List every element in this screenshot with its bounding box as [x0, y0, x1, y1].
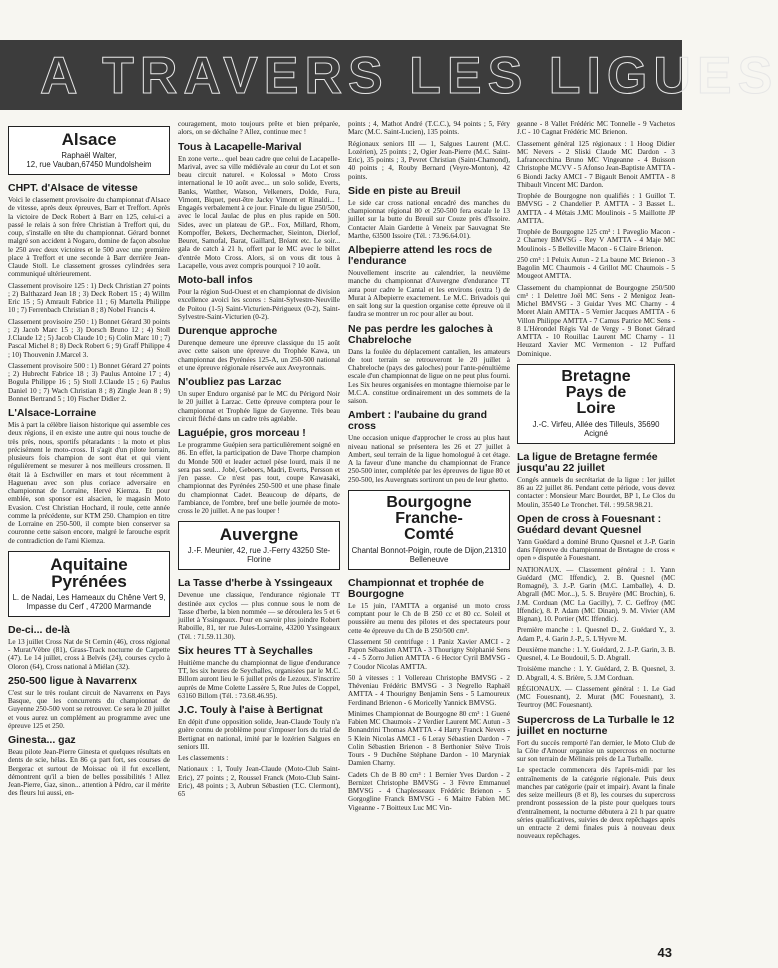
page-number: 43	[657, 945, 672, 960]
article-paragraph: Le 15 juin, l'AMTTA a organisé un moto cross comptant pour le Ch de B 250 cc et 80 cc. Soleil et poussière au menu des pilotes et des spectateurs pour cette 4e épreuve du Ch de B 250/500 cm³.	[348, 601, 510, 635]
article-heading: La ligue de Bretagne fermée jusqu'au 22 juillet	[517, 450, 658, 474]
article-paragraph: Devenue une classique, l'endurance régionale TT destinée aux cyclos — plus connue sous le nom de Tasse d'herbe, la bien nommée — se déroulera les 5 et 6 juillet à Yssingeaux. Pour en savoir plus joindre Robert Raboille, 81, ter rue Jules-Lorraine, 43200 Yssingeaux (Tél. : 71.59.11.30).	[178, 591, 340, 641]
article-heading: Laguépie, gros morceau !	[178, 427, 306, 439]
article-paragraph: Minimes Championnat de Bourgogne 80 cm³ : 1 Guené Fabien MC Chaumois - 2 Verdier Laurent MC Autun - 3 Bonandrini Thomas AMTTA - 4 Harry Franck Nevers - 5 Klein Nicolas AMCI - 6 Leray Sébastien Dardon - 7 Colin Sébastien Brienon - 8 Berthonier Stève Trois Tours - 9 Duchêne Stéphane Dardon - 10 Maryniak Damien Charny.	[348, 709, 510, 768]
region-box-aquitaine	[8, 551, 170, 617]
article-heading: Durenque approche	[178, 325, 278, 337]
section-title: A TRAVERS LES LIGUES	[40, 47, 778, 105]
article-paragraph: Trophée de Bourgogne non qualifiés : 1 Guillot T. BMVSG - 2 Chandelier P. AMTTA - 3 Basset L. AMTTA - 4 Métais J.MC Moulinois - 5 Maillotte JP AMTTA.	[517, 192, 675, 225]
article-paragraph: En dépit d'une opposition solide, Jean-Claude Touly n'a guère connu de problème pour s'imposer lors du trial de Bertignat en national, imité par le lozérien Salgues en seniors III.	[178, 718, 340, 751]
region-box-auvergne	[178, 521, 340, 570]
article-paragraph: Cadets Ch de B 80 cm³ : 1 Bernier Yves Dardon - 2 Bernizet Christophe BMVSG - 3 Fèvre Emmanuel BMVSG - 4 Chaplesseaux Frédéric Brienon - 5 Gorgogline Franck BMVSG - 6 Maitre Fabien MC Vigeanne - 7 Boitteux Luc MC Vin-	[348, 770, 510, 812]
article-heading: Six heures TT à Seychalles	[178, 644, 313, 657]
article-paragraph: Beau pilote Jean-Pierre Ginesta et quelques résultats en dents de scie, hélas. En 86 ça part fort, ses courses de Bergerac et surtout de Moissac où il fut excellent, démontrent qu'il a bien de belles possibilités ! Allez Jean-Pierre, Gaz, sinon... attention à Pédro, car il mérite des fleurs lui aussi, en-	[8, 748, 170, 798]
article-heading: 250-500 ligue à Navarrenx	[8, 674, 137, 687]
article-paragraph: Régionaux seniors III — 1, Salgues Laurent (M.C. Lozérien), 25 points ; 2, Ogier Jean-Pierre (M.C. Saint-Eric), 35 points ; 3, Pevret Christian (Saint-Chamond), 40 points ; 4, Rouby Bernard (Veyre-Monton), 42 points.	[348, 139, 510, 181]
article-heading: Ginesta... gaz	[8, 734, 76, 746]
article-paragraph: Mis à part la célèbre liaison historique qui assemble ces deux régions, il en existe une autre qui nous touche de très près, nous, sportifs pétaradants : la moto et plus précisément le moto-cross. Il s'agit d'un pilote lorrain, plusieurs fois champion de sont état et qui vient régulièrement se mesurer à nos meilleurs crossmen. Il était là à Eschwiller en mars et tout récemment à Haguenau avec son plus coriace adversaire en championnat de Lorraine, Hervé Kiemza. Et pour emblée, son sponsor est alsacien, le magasin Moto Evasion. C'est Christian Hochard, il roule, cette année comme la précédente, sur KTM 250. Champion en titre de Lorraine en 250-500, il compte bien conserver sa couronne cette saison encore, malgré le farouche esprit de contradiction de l'ami Kiemza.	[8, 421, 170, 545]
article-paragraph: Fort du succès remporté l'an dernier, le Moto Club de la Côte d'Amour organise un supercross en nocturne sur son terrain de Mélinais près de La Turballe.	[517, 738, 675, 763]
region-box-bretagne	[517, 364, 675, 444]
article-heading: Side en piste au Breuil	[348, 184, 461, 197]
article-paragraph: Classement 50 centrifuge : 1 Paniz Xavier AMCI - 2 Papon Sébastien AMTTA - 3 Thourigny Stéphanié Sens - 4 - 5 Zorro Julien AMTTA - 6 Hector Cyril BMVSG - 7 Coudor Nicolas AMTTA.	[348, 637, 510, 671]
article-paragraph: Nouvellement inscrite au calendrier, la neuvième manche du championnat d'Auvergne d'endurance TT aura pour cadre le Cantal et les environs (extra !) de Murat à Albepierre exactement. Le M.C. Brivadois qui en sait long sur la question organise cette épreuve où il faudra se montrer un roc pour aller au bout.	[348, 269, 510, 319]
article-heading: Ne pas perdre les galoches à Chabreloche	[348, 322, 493, 346]
region-title: Auvergne	[219, 525, 299, 545]
article-heading: N'oubliez pas Larzac	[178, 376, 282, 388]
article-paragraph: couragement, moto toujours prête et bien préparée, alors, on se déchaîne ? Allez, continue mec !	[178, 120, 340, 137]
article-paragraph: geanne - 8 Vallet Frédéric MC Tonnelle - 9 Vachetos J.C - 10 Cagnat Frédéric MC Brienon.	[517, 120, 675, 137]
region-contact: Raphaël Walter,	[61, 151, 117, 160]
article-paragraph: Classement provisoire 250 : 1) Bonnet Gérard 30 points ; 2) Jacob Marc 15 ; 3) Dorsch Bruno 12 ; 4) Stoll J.Claude 12 ; 5) Jacob Claude 10 ; 6) Colin Marc 10 ; 7) Pascal Michel 8 ; 8) Deck Robert 6 ; 9) Graff Philippe 4 ; 10) Thouvenin J.Marcel 3.	[8, 317, 170, 359]
article-paragraph: Les classements :	[178, 754, 229, 762]
article-paragraph: Dans la foulée du déplacement cantalien, les amateurs de tout terrain se retrouveront le 20 juillet à Chabreloche (pays des galoches) pour l'ante-pénultième escale d'un championnat de ligue on ne peut plus fourni. Les Six heures organisées en montagne thiernoise par le M.C.A. constitue ordinairement un des sommets de la saison.	[348, 347, 510, 405]
region-title: Bretagne	[561, 367, 631, 385]
article-paragraph: Classement du championnat de Bourgogne 250/500 cm³ : 1 Delettre Joël MC Sens - 2 Menigoz Jean-Michel BMVSG - 3 Guidar Yves MC Charny - 4 Moret Alain AMTTA - 5 Vernier Jacques AMTTA - 6 Villon Philippe AMTTA - 7 Camus Patrice MC Sens - 8 L'Hérondel Régis Val de Vergy - 9 Bonet Gérard AMTTA - 10 Rouillac Laurent MC Charny - 11 Heuzard Xavier MC Vermenton - 12 Puffard Dominique.	[517, 283, 675, 358]
article-paragraph: 250 cm³ : 1 Peluix Autun - 2 La baune MC Brienon - 3 Bagolin MC Chaumois - 4 Grillot MC Chaumois - 5 Mougeot AMTTA.	[517, 255, 675, 281]
region-address: Chantal Bonnot-Poigin, route de Dijon,21310 Belleneuve	[351, 545, 507, 564]
article-paragraph: Classement provisoire 125 : 1) Deck Christian 27 points ; 2) Balthazard Jean 18 ; 3) Deck Robert 15 ; 4) Willm Eric 15 ; 5) Amrault Fabrice 11 ; 6) Martella Philippe 10 ; 7) Ferrenbach Christian 8 ; 8) Nobel Francis 4.	[8, 281, 170, 315]
article-paragraph: Voici le classement provisoire du championnat d'Alsace de vitesse, après deux épreuves, Barr et Treffort. Après la victoire de Deck Robert à Barr en 125, celui-ci a passé le relais à son frère Christian à Treffort qui, du coup, s'installe en tête du championnat. Gérard bonnet malgré son accident à Nogaro, domine de façon absolue le 250 avec deux victoires et le 500 avec une première place à Treffort et une seconde à Barr derrière Jean-Claude Stoll. Le classement grosses cylindrées sera communiqué ultérieurement.	[8, 196, 170, 279]
article-heading: Open de cross à Fouesnant : Guédard devant Quesnel	[517, 512, 662, 536]
region-title: Comté	[404, 525, 454, 543]
region-address: J.-F. Meunier, 42, rue J.-Ferry 43250 Ste-Florine	[187, 546, 331, 565]
article-paragraph: Deuxième manche : 1. Y. Guédard, 2. J.-P. Garin, 3. B. Quesnel, 4. Le Boudouil, 5. D. Abgrall.	[517, 645, 675, 662]
article-paragraph: Durenque demeure une épreuve classique du 15 août avec cette saison une épreuve du Trophée Kawa, un championnat des Pyrénées 125-A, un 250-500 national et une épreuve régionale réservée aux Aveyronnais.	[178, 339, 340, 372]
article-paragraph: Huitième manche du championnat de ligue d'endurance TT, les six heures de Seychalles, organisées par le M.C. Billom auront lieu le 6 juillet près de Lezoux. S'inscrire auprès de Mme Colette Lassère 5, Rue Jules de Coppel, 63160 Billom (Tél. : 73.68.46.95).	[178, 658, 340, 700]
region-title: Aquitaine	[50, 554, 128, 574]
section-header-band	[0, 40, 778, 110]
article-paragraph: Troisième manche : 1. Y. Guédard, 2. B. Quesnel, 3. D. Abgrall, 4. S. Brière, 5. J.M Corduan.	[517, 665, 675, 682]
region-title: Pays de	[565, 383, 627, 401]
column-3	[348, 120, 510, 960]
article-heading: CHPT. d'Alsace de vitesse	[8, 182, 138, 194]
region-title: Franche-	[395, 509, 463, 527]
article-paragraph: Le spectacle commencera dès l'après-midi par les entraînements de la catégorie régionale. Puis deux manches par catégorie (pair et impair). Avant la finale des seize meilleurs (8 et 8), les courses du supercross prendront possession de la piste pour quelques tours d'entraînement, la nocturne débutera à 21 h par quatre séries qualificatives, suivies de deux repêchages après un entracte 2 demi finales puis à nouveau deux nouveaux repêchages.	[517, 766, 675, 841]
region-title: Bourgogne	[386, 493, 472, 511]
article-paragraph: Congés annuels du secrétariat de la ligue : 1er juillet 86 au 22 juillet 86. Pendant cette période, vous devez contacter : Monsieur Marc Bourdet, BP 1, Le Clos du Moulin, 35540 Le Tronchet. Tél. : 99.58.98.21.	[517, 475, 675, 509]
region-address: L. de Nadai, Les Hameaux du Chêne Vert 9, Impasse du Cerf , 47200 Marmande	[12, 592, 166, 611]
region-address: J.-C. Virfeu, Allée des Tilleuls, 35690 Acigné	[532, 419, 660, 438]
article-heading: De-ci... de-là	[8, 623, 70, 636]
article-paragraph: Un super Enduro organisé par le MC du Périgord Noir le 20 juillet à Larzac. Cette épreuve comptera pour le championnat et Trophée ligue de Guyenne. Très beau circuit fléché dans un cadre très agréable.	[178, 390, 340, 423]
region-box-bourgogne	[348, 490, 510, 570]
article-heading: L'Alsace-Lorraine	[8, 407, 97, 419]
article-paragraph: Une occasion unique d'approcher le cross au plus haut niveau national se présentera les 26 et 27 juillet à Ambert, seul terrain de la ligue homologué à cet étage. A la faveur d'une manche du championnat de France 250-500 inter, complétée par les épreuves de ligue 80 et 250-500, les Auvergnats sortiront un peu de leur ghetto.	[348, 434, 510, 484]
region-title: Pyrénées	[51, 571, 127, 591]
article-paragraph: NATIONAUX. — Classement général : 1. Yann Guédard (MC Iffendic), 2. B. Quesnel (MC Romagné), 3. J.-P. Garin (M.C. Lamballe), 4. D. Abgrall (MC Mor...), 5. S. Bruyère (MC Brochin), 6. J.M. Corduan (MC La Gacilly), 7. C. Geffroy (MC Iffendic), 8. P. Adam (MC Dinan), 9. M. Vivier (AM Bignan), 10. Portier (MC Iffendic).	[517, 565, 675, 623]
column-1	[8, 120, 170, 960]
article-heading: Ambert : l'aubaine du grand cross	[348, 409, 488, 433]
article-heading: Supercross de La Turballe le 12 juillet en nocturne	[517, 713, 675, 737]
article-paragraph: Trophée de Bourgogne 125 cm³ : 1 Paveglio Macon - 2 Charney BMVSG - Rey V AMTTA - 4 Maje MC Moulinois - 5 Belleville Macon - 6 Claire Brienon.	[517, 228, 675, 253]
article-paragraph: RÉGIONAUX. — Classement général : 1. Le Gad (MC Fouesnant), 2. Murat (MC Fouesnant), 3. Teurtroy (MC Fouesnant).	[517, 684, 675, 710]
article-paragraph: Pour la région Sud-Ouest et en championnat de division excellence avoici les scores : Saint-Sylvestre-Neuville de Poitou (1-5) Saint-Victurien-Périgueux (0-2), Saint-Sylvestre-Saint-Victurien (0-2).	[178, 288, 340, 321]
region-title: Loire	[576, 399, 616, 417]
article-paragraph: Le side car cross national encadré des manches du championnat régional 80 et 250-500 fera escale le 13 juillet sur la butte du Breuil sur Couze près d'Issoire. Contacter Alain Gardette à Veneix par Sauvagnat Ste Marthe, 63500 Issoire (Tél. : 73.96.64.01).	[348, 198, 510, 240]
article-paragraph: Le programme Guépien sera particulièrement soigné en 86. En effet, la participation de Dave Thorpe champion du Monde 500 et leader actuel pèse lourd, mais il ne sera pas seul... Jobé, Geboers, Madri, Everts, Persson et j'en passe. Ce n'est pas tout, coupe Kawasaki, championnat des Pyrénées 250-500 et une phase finale du championnat Cadet. Beaucoup de départs, de l'ambiance, de l'ombre, bref une belle journée de moto-cross le 20 juillet. A ne pas louper !	[178, 441, 340, 515]
article-paragraph: Yann Guédard a dominé Bruno Quesnel et J.-P. Garin dans l'épreuve du championnat de Bretagne de cross « open » disputée à Fouesnant.	[517, 537, 675, 563]
article-heading: La Tasse d'herbe à Yssingeaux	[178, 577, 333, 590]
article-heading: J.C. Touly à l'aise à Bertignat	[178, 704, 323, 716]
article-heading: Tous à Lacapelle-Marival	[178, 140, 302, 153]
article-heading: Moto-ball infos	[178, 274, 253, 286]
article-paragraph: Nationaux : 1, Touly Jean-Claude (Moto-Club Saint-Eric), 27 points ; 2, Roussel Franck (Moto-Club Saint-Eric), 48 points ; 3, Aubrun Sébastien (T.C. Clermont), 65	[178, 765, 340, 798]
article-heading: Championnat et trophée de Bourgogne	[348, 576, 484, 600]
article-paragraph: Première manche : 1. Quesnel D., 2. Guédard Y., 3. Adam P., 4. Garin J.-P., 5. L'Hyvre M.	[517, 626, 675, 643]
article-paragraph: Classement provisoire 500 : 1) Bonnet Gérard 27 points ; 2) Hubrecht Fabrice 18 ; 3) Paulus Antoine 17 ; 4) Bogula Philippe 16 ; 5) Stoll J.Claude 15 ; 6) Paulus Daniel 10 ; 7) Wach Christian 8 ; 8) Zingle Jean 8 ; 9) Bonnet Bertrand 5 ; 10) Fischer Didier 2.	[8, 361, 170, 403]
article-paragraph: points ; 4, Mathot André (T.C.C.), 94 points ; 5, Féry Marc (M.C. Saint-Lucien), 135 points.	[348, 120, 510, 137]
column-4	[517, 120, 675, 960]
region-title: Alsace	[61, 130, 117, 149]
article-paragraph: Le 13 juillet Cross Nat de St Cernin (46), cross régional - Murat/Vèbre (81), Grass-Track nocturne de Carpette (47). Le 14 juillet, cross à Belvès (24), courses cyclo à Oloron (64), Cross national à Miélan (32).	[8, 637, 170, 671]
article-paragraph: 50 à vitesses : 1 Vollereau Christophe BMVSG - 2 Théveniau Frédéric BMVSG - 3 Negrello Raphaël AMTTA - 4 Thourigny Benjamin Sens - 5 Lamoureux Ferdinand Brienon - 6 Moricelly Yannick BMVSG.	[348, 673, 510, 707]
region-address: 12, rue Vauban,67450 Mundolsheim	[26, 160, 152, 169]
article-paragraph: En zone verte... quel beau cadre que celui de Lacapelle-Marival, avec sa ville médiévale au cœur du Lot et son beau circuit naturel. « Kolossal » Moto Cross international le 10 août avec... un solo solide, Everts, Banks, Watther, Watson, Velkeners, Dolde, Fura, Vimont, Biquet, peut-être Jacky Vimont et Rinaldi... ! Engagés verbalement à ce jour. Finale du ligue 250/500, avec le local Jaulac de plus en plus rapide en 500. Sides, avec un plateau de GP... Fox, Millard, Rhom, Kompoffer, Bekers, Dechermacher, Sieinton, Dierlof, Beuret, Samofal, Barat, Gaillard, Bréant etc. Le soir... gala de catch à 21 h, offert par le MC avec le billet d'entrée Moto Cross. Alors, si on vous dit tous à Lacapelle, vous avez compris pourquoi ? 10 août.	[178, 154, 340, 270]
column-2	[178, 120, 340, 960]
article-paragraph: C'est sur le très roulant circuit de Navarrenx en Pays Basque, que les concurrents du championnat de Guyenne 250-500 vont se retrouver. Ce sera le 20 juillet et vous aurez un complément au programme avec une épreuve 125 et 250.	[8, 688, 170, 730]
article-paragraph: Classement général 125 régionaux : 1 Hoog Didier MC Nevers - 2 Sliski Claude MC Dardon - 3 Lafrancecchina Bruno MC Vingeanne - 4 Buisson Christophe MCVV - 5 Afonso Jean-Baptiste AMTTA - 6 Biondi Jacky AMCI - 7 Bigault Benoit AMTTA - 8 Thibault Vincent MC Dardon.	[517, 139, 675, 189]
article-heading: Albepierre attend les rocs de l'endurance	[348, 244, 493, 267]
region-box-alsace	[8, 126, 170, 175]
